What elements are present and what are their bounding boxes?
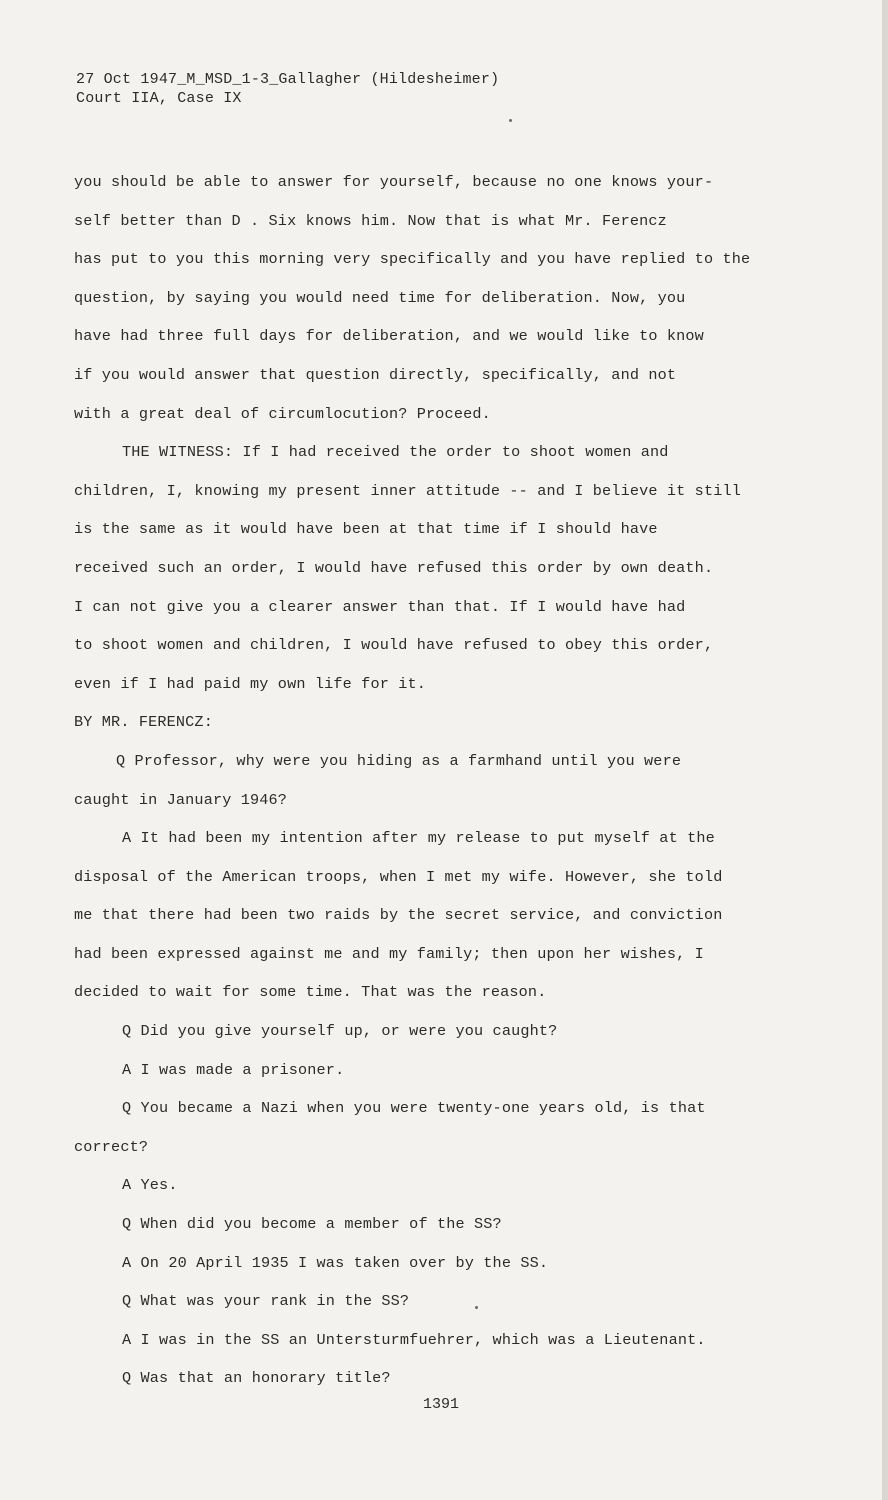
header-session-line: 27 Oct 1947_M_MSD_1-3_Gallagher (Hildesheimer) (76, 71, 500, 88)
question-line: Q You became a Nazi when you were twenty-one years old, is that (122, 1099, 706, 1118)
paper-speck (475, 1306, 478, 1309)
transcript-line: to shoot women and children, I would have refused to obey this order, (74, 636, 714, 655)
transcript-line: is the same as it would have been at that time if I should have (74, 520, 658, 539)
answer-line: A I was made a prisoner. (122, 1060, 345, 1079)
transcript-line: correct? (74, 1137, 149, 1156)
answer-line: A It had been my intention after my release to put myself at the (122, 829, 715, 848)
question-line: Q Was that an honorary title? (122, 1369, 391, 1388)
transcript-line: has put to you this morning very specifically and you have replied to the (74, 250, 751, 269)
question-line: Q Professor, why were you hiding as a farmhand until you were (116, 751, 682, 770)
answer-line: A I was in the SS an Untersturmfuehrer, which was a Lieutenant. (122, 1330, 706, 1349)
page-number: 1391 (422, 1396, 459, 1413)
transcript-line: if you would answer that question directly, specifically, and not (74, 365, 677, 384)
transcript-line: have had three full days for deliberation, and we would like to know (74, 327, 704, 346)
question-line: Q Did you give yourself up, or were you caught? (122, 1022, 558, 1041)
transcript-line: self better than D . Six knows him. Now that is what Mr. Ferencz (74, 211, 667, 230)
transcript-line: question, by saying you would need time for deliberation. Now, you (74, 288, 686, 307)
transcript-line: you should be able to answer for yourself, because no one knows your- (74, 173, 714, 191)
answer-line: A Yes. (122, 1176, 178, 1195)
transcript-line: decided to wait for some time. That was the reason. (74, 983, 547, 1002)
transcript-body (74, 163, 794, 1398)
transcript-line: me that there had been two raids by the secret service, and conviction (74, 906, 723, 925)
answer-line: A On 20 April 1935 I was taken over by the SS. (122, 1253, 549, 1272)
transcript-line: children, I, knowing my present inner attitude -- and I believe it still (74, 481, 742, 500)
paper-speck (509, 119, 512, 122)
question-line: Q What was your rank in the SS? (122, 1292, 410, 1311)
transcript-line: disposal of the American troops, when I met my wife. However, she told (74, 867, 723, 886)
transcript-line: caught in January 1946? (74, 790, 288, 809)
transcript-line: with a great deal of circumlocution? Proceed. (74, 404, 491, 423)
transcript-line: had been expressed against me and my family; then upon her wishes, I (74, 944, 704, 963)
transcript-line: even if I had paid my own life for it. (74, 674, 427, 693)
examiner-heading: BY MR. FERENCZ: (74, 713, 213, 732)
transcript-line: I can not give you a clearer answer than that. If I would have had (74, 597, 686, 616)
header-court-line: Court IIA, Case IX (76, 90, 242, 107)
question-line: Q When did you become a member of the SS? (122, 1215, 502, 1234)
witness-answer-line: THE WITNESS: If I had received the order to shoot women and (122, 443, 669, 462)
document-header (76, 70, 499, 108)
transcript-line: received such an order, I would have refused this order by own death. (74, 558, 714, 577)
